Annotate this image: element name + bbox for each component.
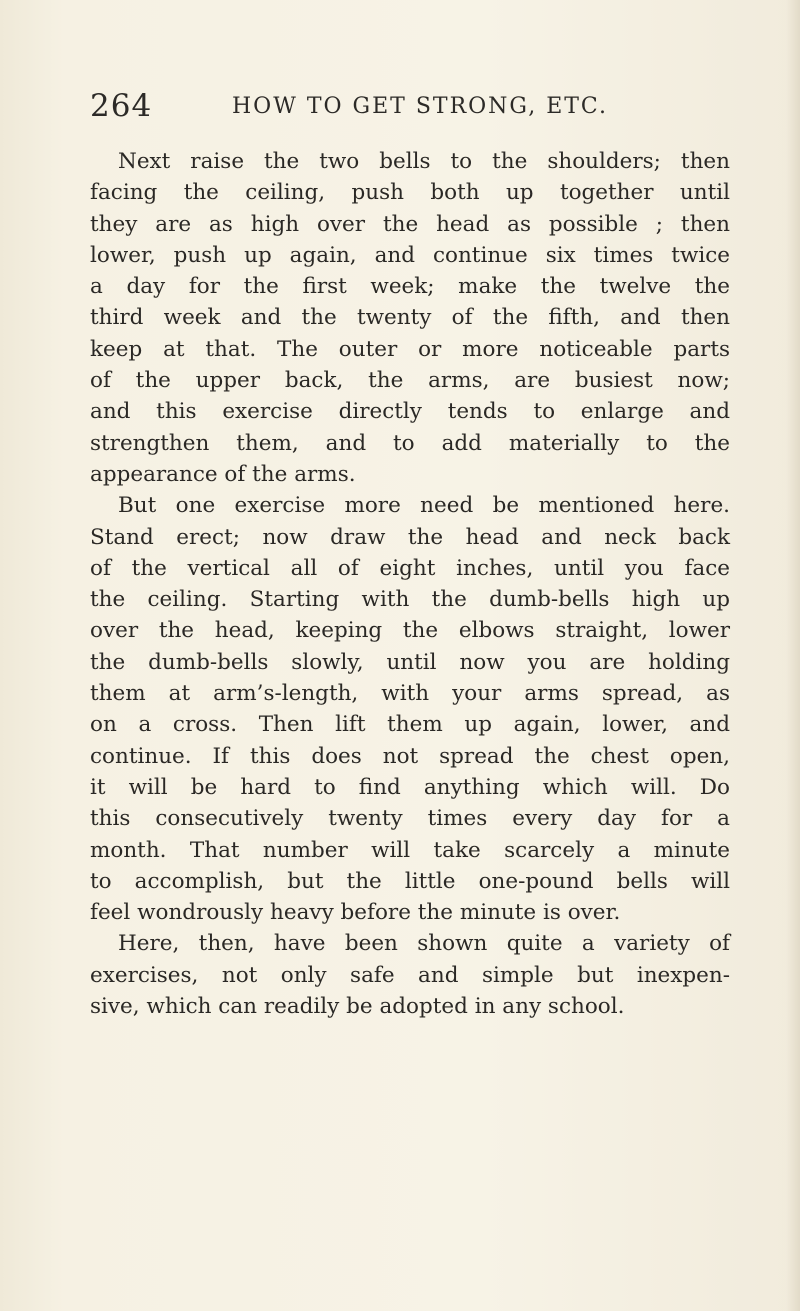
text-line: third week and the twenty of the fifth, and then bbox=[90, 305, 730, 331]
paragraph-1 bbox=[90, 146, 730, 490]
text-line: But one exercise more need be mentioned here. bbox=[118, 493, 730, 519]
text-line: of the vertical all of eight inches, until you face bbox=[90, 555, 730, 581]
text-line: exercises, not only safe and simple but inexpen- bbox=[90, 962, 730, 988]
text-line: the ceiling. Starting with the dumb-bells high up bbox=[90, 587, 730, 613]
text-line: lower, push up again, and continue six times twice bbox=[90, 242, 730, 268]
text-line: continue. If this does not spread the chest open, bbox=[90, 743, 730, 769]
text-line: to accomplish, but the little one-pound bells will bbox=[90, 868, 730, 894]
text-line: and this exercise directly tends to enlarge and bbox=[90, 399, 730, 425]
body-text bbox=[90, 146, 730, 1022]
text-line: feel wondrously heavy before the minute is over. bbox=[90, 900, 621, 926]
text-line: month. That number will take scarcely a minute bbox=[90, 837, 730, 863]
text-line: Here, then, have been shown quite a variety of bbox=[118, 931, 730, 957]
text-line: appearance of the arms. bbox=[90, 461, 356, 487]
page-edge-shadow bbox=[786, 0, 800, 1311]
text-line: sive, which can readily be adopted in any school. bbox=[90, 994, 625, 1020]
paragraph-3 bbox=[90, 928, 730, 1022]
text-line: the dumb-bells slowly, until now you are holding bbox=[90, 649, 730, 675]
text-line: Next raise the two bells to the shoulders; then bbox=[118, 149, 730, 174]
page-number: 264 bbox=[90, 88, 153, 124]
text-line: a day for the first week; make the twelve the bbox=[90, 274, 730, 300]
text-line: keep at that. The outer or more noticeable parts bbox=[90, 336, 730, 362]
paragraph-2 bbox=[90, 490, 730, 928]
text-line: it will be hard to find anything which will. Do bbox=[90, 774, 730, 800]
text-line: Stand erect; now draw the head and neck back bbox=[90, 524, 730, 550]
text-line: them at arm’s-length, with your arms spread, as bbox=[90, 681, 730, 707]
text-line: this consecutively twenty times every day for a bbox=[90, 806, 730, 832]
text-line: on a cross. Then lift them up again, lower, and bbox=[90, 712, 730, 738]
text-line: of the upper back, the arms, are busiest now; bbox=[90, 368, 730, 394]
page-header bbox=[90, 88, 730, 128]
text-line: facing the ceiling, push both up together until bbox=[90, 180, 730, 206]
text-line: strengthen them, and to add materially to the bbox=[90, 430, 730, 456]
text-line: over the head, keeping the elbows straight, lower bbox=[90, 618, 730, 644]
text-line: they are as high over the head as possible ; then bbox=[90, 211, 730, 237]
running-title: HOW TO GET STRONG, ETC. bbox=[232, 94, 608, 119]
